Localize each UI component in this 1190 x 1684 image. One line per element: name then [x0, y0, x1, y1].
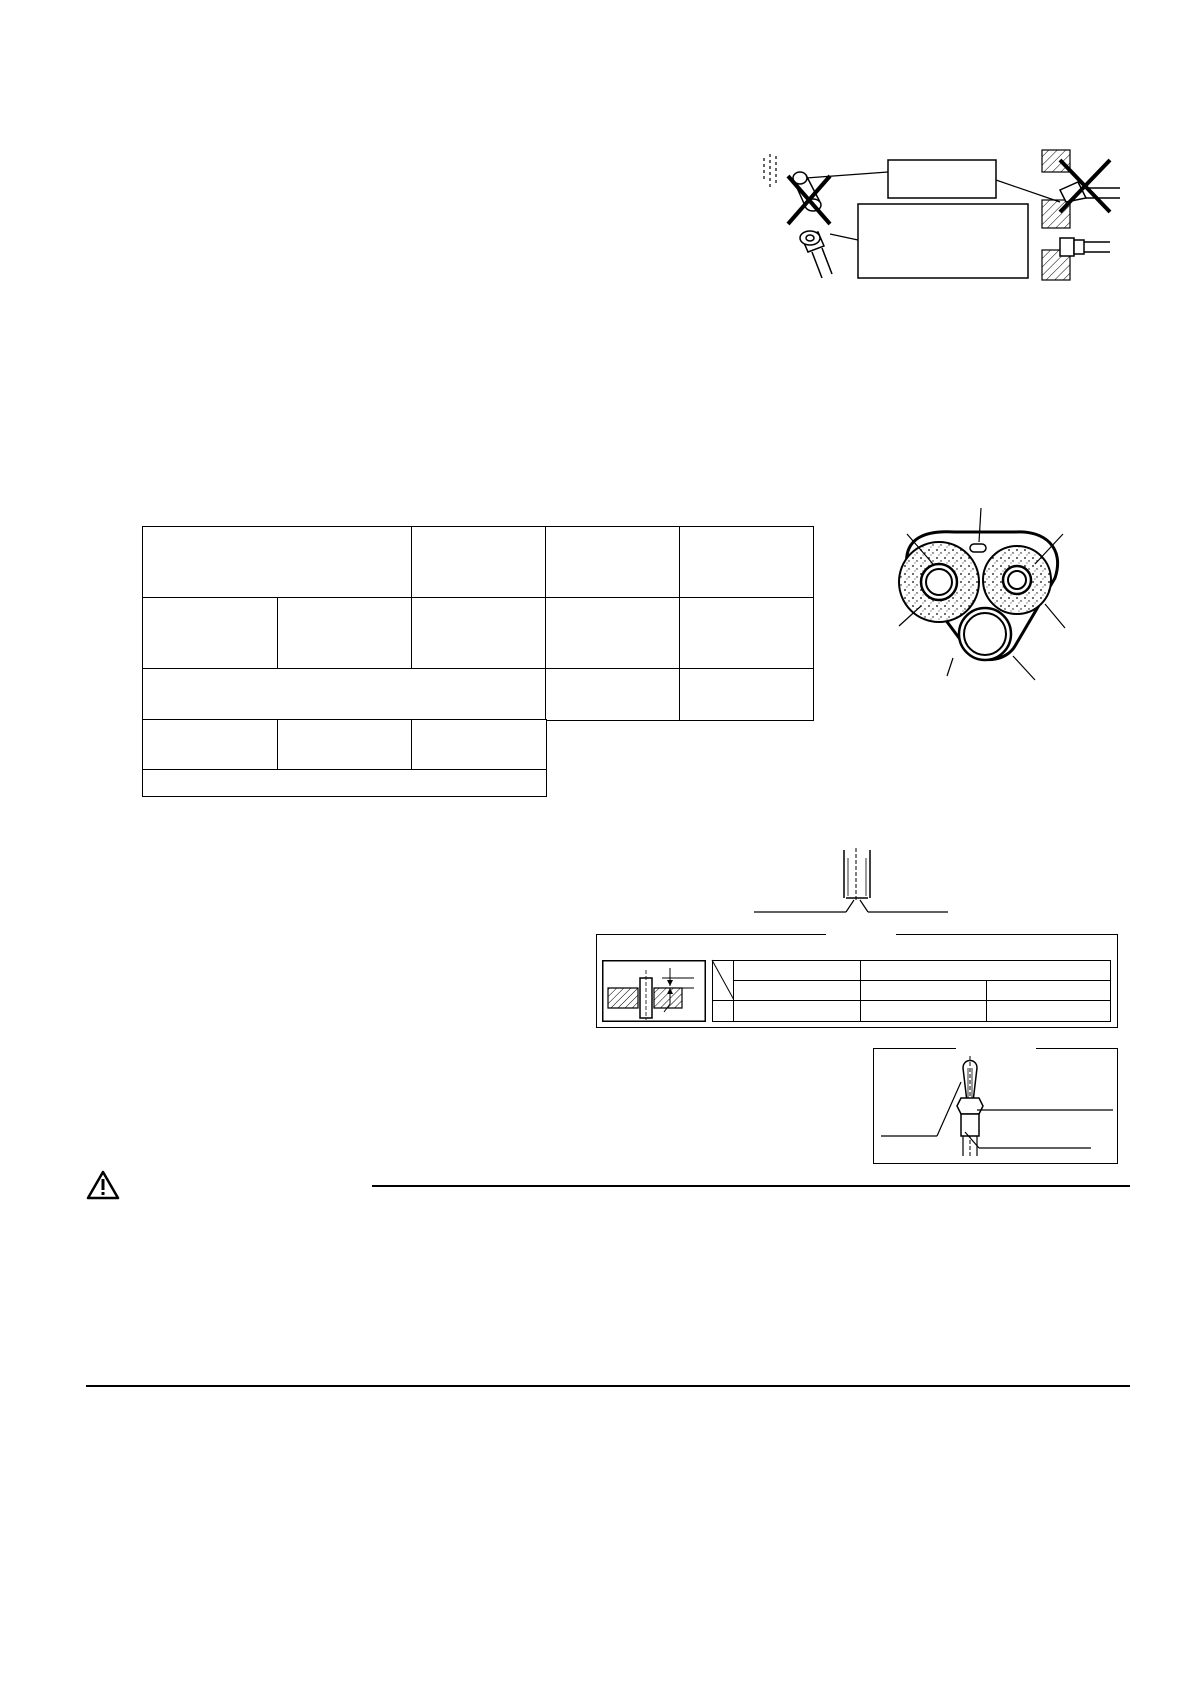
pipe-left-inner	[926, 569, 952, 595]
pipe-right-inner	[1008, 571, 1026, 589]
warning-triangle-icon	[86, 1170, 120, 1200]
label-box-top	[888, 160, 996, 198]
pipe-end-capped	[800, 231, 832, 278]
wall-pipe-capped	[1060, 238, 1110, 256]
x-mark-icon	[788, 176, 830, 224]
warning-rule	[372, 1185, 1130, 1187]
label-box-main	[858, 204, 1028, 278]
flare-nut-protection-diagram	[760, 150, 1120, 290]
insulated-pipe-bundle-cross-section	[895, 508, 1075, 678]
flare-nut-connection-diagram	[873, 1048, 1118, 1164]
pipe-end-flaring-diagram	[748, 848, 958, 928]
connecting-cable	[970, 544, 986, 552]
flare-gauge-sketch	[602, 960, 706, 1022]
drain-hose-inner	[964, 613, 1006, 655]
rain-marks	[764, 154, 776, 190]
section-divider	[86, 1385, 1130, 1387]
